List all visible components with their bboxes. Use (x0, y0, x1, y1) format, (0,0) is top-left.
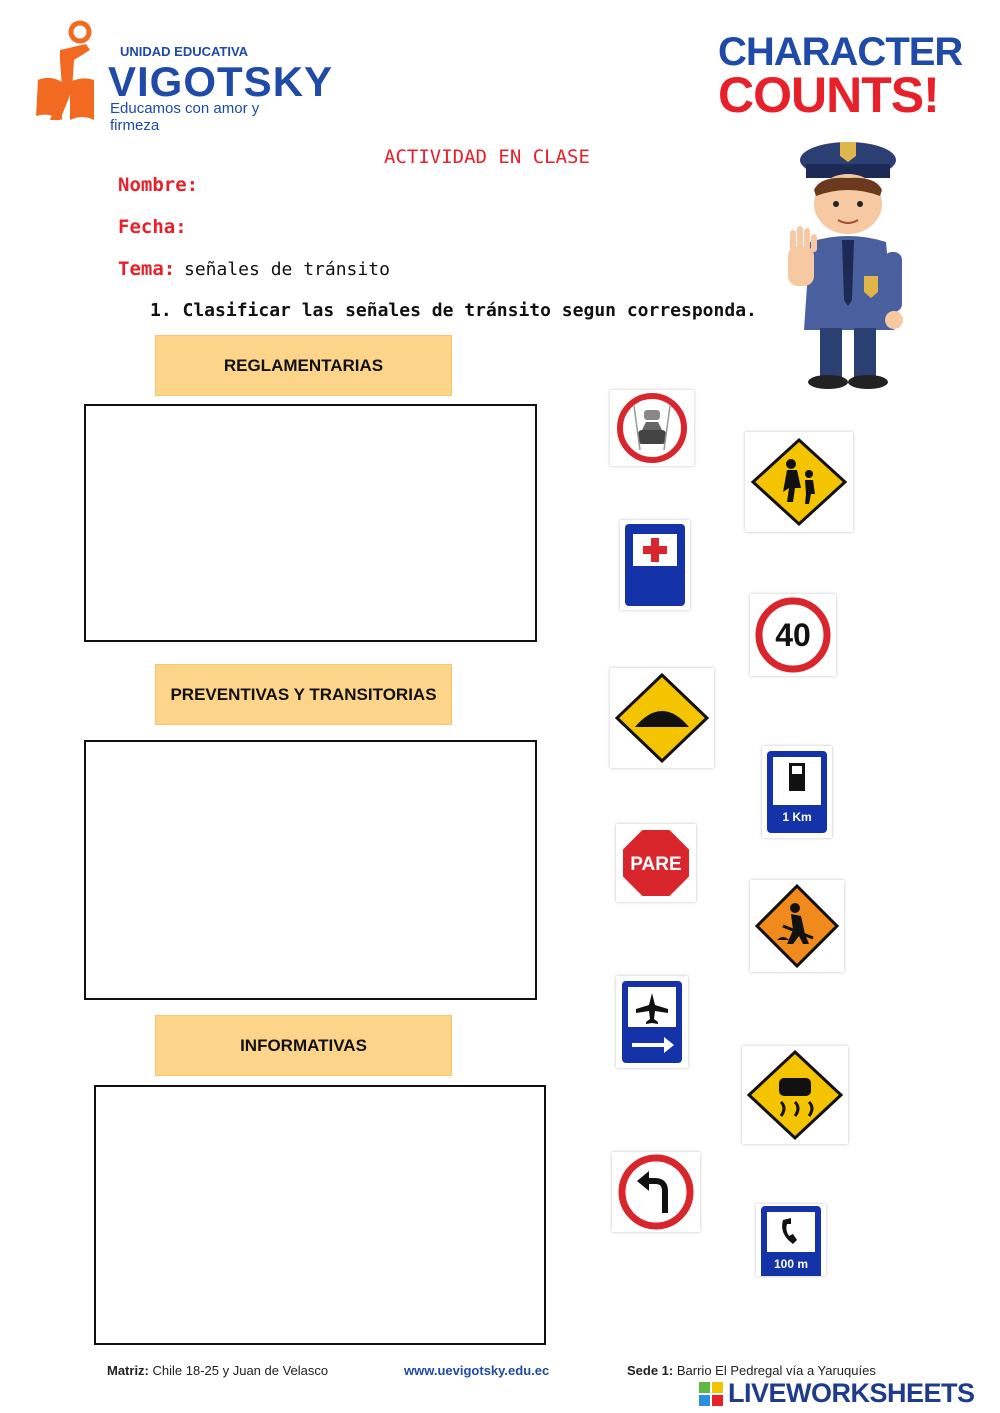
hospital-icon (623, 522, 687, 608)
instruction-text: 1. Clasificar las señales de tránsito segun corresponda. (150, 300, 757, 321)
drop-zone-preventivas[interactable] (84, 740, 537, 1000)
drop-zone-informativas[interactable] (94, 1085, 546, 1345)
speed-limit-sign[interactable] (750, 594, 836, 676)
telephone-sign[interactable] (756, 1204, 826, 1276)
person-logo-icon (30, 20, 110, 130)
telephone-distance: 100 m (773, 1257, 809, 1271)
worksheet-title: ACTIVIDAD EN CLASE (384, 146, 590, 168)
counts-text: COUNTS! (718, 67, 939, 123)
matriz-label: Matriz: (107, 1363, 149, 1378)
school-logo (30, 20, 334, 134)
logo-top-text: UNIDAD EDUCATIVA (120, 44, 249, 59)
speed-bump-icon (613, 671, 711, 765)
road-work-sign[interactable] (750, 880, 844, 972)
stop-text: PARE (630, 854, 682, 875)
airport-sign[interactable] (616, 976, 688, 1068)
no-overtaking-icon (616, 392, 688, 464)
liveworksheets-text: LIVEWORKSHEETS (728, 1378, 975, 1408)
school-crossing-icon (749, 436, 849, 528)
drop-zone-reglamentarias[interactable] (84, 404, 537, 642)
footer-website[interactable]: www.uevigotsky.edu.ec (404, 1363, 550, 1378)
topic-value: señales de tránsito (184, 259, 390, 280)
gas-station-distance: 1 Km (782, 810, 812, 824)
police-officer-illustration (780, 130, 920, 392)
slippery-road-sign[interactable] (742, 1046, 848, 1144)
matriz-address: Chile 18-25 y Juan de Velasco (152, 1363, 329, 1378)
footer-matriz (107, 1363, 328, 1378)
slippery-road-icon (745, 1048, 845, 1142)
date-label: Fecha: (118, 216, 187, 238)
sede-label: Sede 1: (627, 1363, 674, 1378)
logo-slogan: Educamos con amor y firmeza (110, 100, 260, 134)
character-text: CHARACTER (718, 30, 963, 74)
stop-sign[interactable] (616, 824, 696, 902)
liveworksheets-watermark (698, 1378, 975, 1409)
no-left-turn-sign[interactable] (612, 1152, 700, 1232)
liveworksheets-logo-icon (698, 1381, 724, 1407)
topic-label: Tema: (118, 258, 176, 280)
name-label: Nombre: (118, 174, 199, 196)
gas-station-sign[interactable] (762, 746, 832, 838)
no-left-turn-icon (617, 1153, 695, 1231)
category-label-informativas: INFORMATIVAS (155, 1015, 452, 1076)
character-counts-logo (718, 30, 968, 123)
speed-limit-icon (754, 596, 832, 674)
hospital-sign[interactable] (620, 520, 690, 610)
no-overtaking-sign[interactable] (610, 390, 694, 466)
speed-limit-value: 40 (775, 617, 811, 653)
road-work-icon (753, 882, 841, 970)
category-label-reglamentarias: REGLAMENTARIAS (155, 335, 452, 396)
category-label-preventivas: PREVENTIVAS Y TRANSITORIAS (155, 664, 452, 725)
stop-icon (620, 827, 692, 899)
speed-bump-sign[interactable] (610, 668, 714, 768)
logo-main-text: VIGOTSKY (108, 58, 334, 105)
telephone-icon (759, 1204, 823, 1276)
gas-station-icon (765, 749, 829, 835)
sede-address: Barrio El Pedregal vía a Yaruquíes (676, 1363, 876, 1378)
footer-sede (627, 1363, 876, 1378)
airport-icon (620, 979, 684, 1065)
school-crossing-sign[interactable] (745, 432, 853, 532)
